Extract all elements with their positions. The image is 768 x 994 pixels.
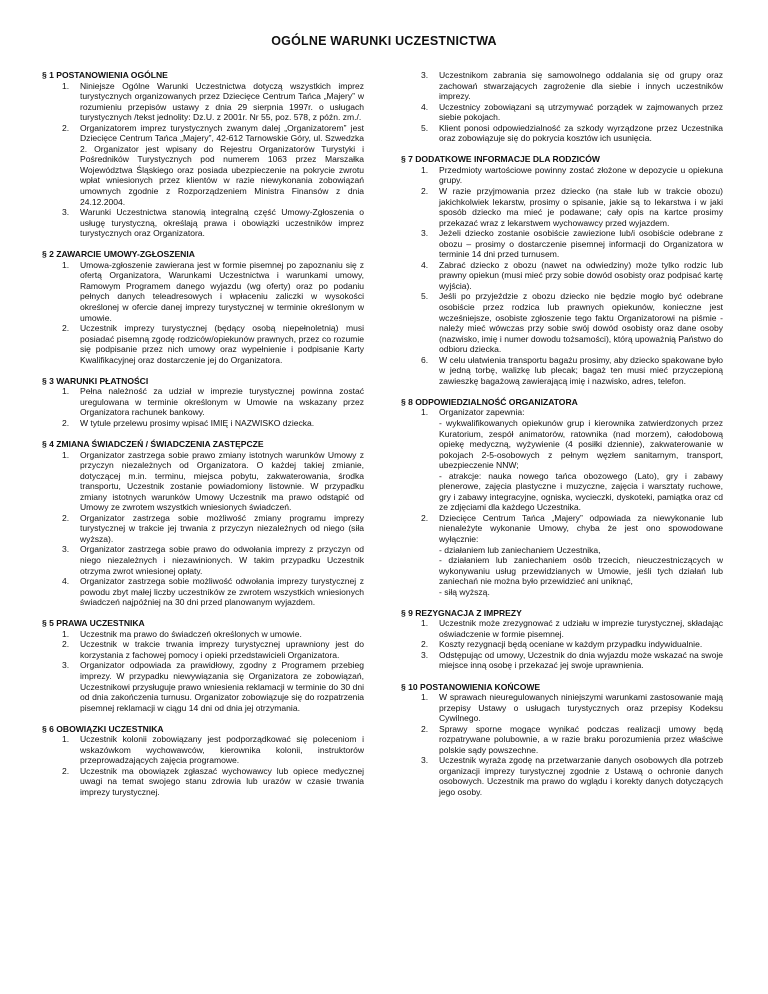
- section: [42, 439, 364, 608]
- item-number: 3.: [62, 660, 70, 671]
- item-number: 2.: [421, 512, 429, 523]
- list-item: [42, 639, 364, 660]
- item-number: 1.: [62, 628, 70, 639]
- item-number: 1.: [421, 618, 429, 629]
- section-heading: § 5 PRAWA UCZESTNIKA: [42, 618, 145, 629]
- item-number: 3.: [62, 544, 70, 555]
- section-heading: § 8 ODPOWIEDZIALNOŚĆ ORGANIZATORA: [401, 396, 578, 407]
- section-items: [401, 70, 723, 144]
- list-item: [401, 355, 723, 387]
- item-number: 2.: [421, 185, 429, 196]
- list-item: [42, 450, 364, 513]
- section-items: [42, 386, 364, 428]
- item-number: 2.: [421, 639, 429, 650]
- item-number: 1.: [62, 259, 70, 270]
- list-item: [42, 386, 364, 418]
- item-text: Dziecięce Centrum Tańca „Majery” odpowiada za niewykonanie lub nienależyte wykonanie Umowy, chyba że jest ono spowodowane wyłącznie: - działaniem lub zaniechaniem Uczestnika, - działaniem lub zaniechaniem osób trzecich, nieuczestniczących w wykonywaniu usług przewidzianych w Umowie, jeśli tych działań lub zaniechań nie można było przewidzieć ani uniknąć, - siłą wyższą.: [439, 512, 723, 597]
- item-number: 3.: [421, 228, 429, 239]
- list-item: [401, 123, 723, 144]
- item-text: Odstępując od umowy, Uczestnik do dnia wyjazdu może wskazać na swoje miejsce inną osobę i przekazać jej swoje uprawnienia.: [439, 649, 723, 671]
- section-heading: § 1 POSTANOWIENIA OGÓLNE: [42, 70, 168, 80]
- item-number: 2.: [62, 765, 70, 776]
- list-item: [401, 165, 723, 186]
- item-text: Jeżeli dziecko zostanie osobiście zawiezione lub/i osobiście odebrane z obozu – prosimy o dostarczenie pisemnej informacji do Organizatora w terminie 14 dni przed turnusem.: [439, 228, 723, 260]
- item-number: 6.: [421, 354, 429, 365]
- section: [42, 618, 364, 713]
- section-items: [401, 165, 723, 386]
- section-heading: § 7 DODATKOWE INFORMACJE DLA RODZICÓW: [401, 154, 600, 165]
- item-number: 2.: [62, 512, 70, 523]
- list-item: [42, 323, 364, 365]
- item-text: Sprawy sporne mogące wynikać podczas realizacji umowy będą rozpatrywane polubownie, a w razie braku porozumienia przez właściwe polskie sądy powszechne.: [439, 723, 723, 755]
- item-text: Organizatorem imprez turystycznych zwanym dalej „Organizatorem” jest Dziecięce Centrum Tańca „Majery”, 42-612 Tarnowskie Góry, ul. Szwedzka 2. Organizator jest wpisany do Rejestru Organizatorów Turystyki i Pośredników Turystycznych pod numerem 1063 przez Marszałka Województwa Śląskiego oraz posiada ubezpieczenie na pokrycie zwrotu wpłat wniesionych przez klientów w razie niewykonania zobowiązań umownych zgodnie z Rozporządzeniem Ministra Finansów z dnia 24.12.2004.: [80, 122, 364, 207]
- item-number: 1.: [421, 164, 429, 175]
- list-item: [401, 618, 723, 639]
- section: [42, 70, 364, 239]
- section-heading: § 6 OBOWIĄZKI UCZESTNIKA: [42, 723, 164, 734]
- list-item: [401, 513, 723, 597]
- section-items: [401, 618, 723, 671]
- section-items: [42, 450, 364, 608]
- item-text: W sprawach nieuregulowanych niniejszymi warunkami zastosowanie mają przepisy Ustawy o usługach turystycznych oraz przepisy Kodeksu Cywilnego.: [439, 692, 723, 724]
- item-text: W celu ułatwienia transportu bagażu prosimy, aby dziecko spakowane było w jedną torbę, walizkę lub plecak; bagaż ten musi mieć przyczepioną zawieszkę bagażową zawierającą imię i nazwisko, adres, telefon.: [439, 354, 723, 386]
- item-number: 1.: [62, 386, 70, 397]
- item-text: Uczestnik w trakcie trwania imprezy turystycznej uprawniony jest do korzystania z fachowej pomocy i opieki przedstawicieli Organizatora.: [80, 639, 364, 660]
- item-number: 2.: [62, 417, 70, 428]
- item-number: 4.: [421, 259, 429, 270]
- section-items: [401, 407, 723, 597]
- item-text: Koszty rezygnacji będą oceniane w każdym przypadku indywidualnie.: [439, 639, 703, 650]
- section-heading: § 9 REZYGNACJA Z IMPREZY: [401, 607, 522, 618]
- list-item: [401, 102, 723, 123]
- list-item: [42, 544, 364, 576]
- section: [42, 376, 364, 429]
- item-text: Uczestnik wyraża zgodę na przetwarzanie danych osobowych dla potrzeb organizacji imprezy turystycznej zgodnie z Ustawą o ochronie danych osobowych. Uczestnik ma prawo do wglądu i korekty danych dotyczących jego osoby.: [439, 755, 723, 797]
- section-items: [42, 734, 364, 797]
- item-number: 2.: [421, 723, 429, 734]
- item-text: Uczestnikom zabrania się samowolnego oddalania się od grupy oraz zachowań stwarzających zagrożenie dla siebie i innych uczestników imprezy.: [439, 70, 723, 102]
- item-text: Organizator zastrzega sobie prawo do odwołania imprezy z przyczyn od niego niezależnych i niezawinionych. W takim przypadku Uczestnik otrzyma zwrot wniesionej opłaty.: [80, 544, 364, 576]
- item-number: 2.: [62, 639, 70, 650]
- item-number: 1.: [62, 449, 70, 460]
- item-text: Umowa-zgłoszenie zawierana jest w formie pisemnej po zapoznaniu się z ofertą Organizatora, Warunkami Uczestnictwa i warunkami umowy, Ramowym Programem danego wyjazdu (wg oferty) oraz po podaniu pełnych danych teleadresowych i wpłaceniu zaliczki w wysokości określonej w ofercie danej imprezy turystycznej w terminie określonym w umowie.: [80, 259, 364, 323]
- item-number: 5.: [421, 291, 429, 302]
- item-number: 1.: [62, 734, 70, 745]
- section-heading: § 4 ZMIANA ŚWIADCZEŃ / ŚWIADCZENIA ZASTĘPCZE: [42, 439, 264, 449]
- item-text: W razie przyjmowania przez dziecko (na stałe lub w trakcie obozu) jakichkolwiek lekarstw, prosimy o spisanie, jakie są to lekarstwa i w jaki sposób dziecko ma mieć je podawane; cały opis na kartce prosimy przekazać wraz z lekarstwem wychowawcy przed wyjazdem.: [439, 185, 723, 228]
- section-heading: § 10 POSTANOWIENIA KOŃCOWE: [401, 681, 541, 692]
- section: [401, 154, 723, 386]
- section: [401, 70, 723, 144]
- list-item: [401, 724, 723, 756]
- item-text: Niniejsze Ogólne Warunki Uczestnictwa dotyczą wszystkich imprez turystycznych organizowanych przez Dziecięce Centrum Tańca „Majery” w rozumieniu przepisów ustawy z dnia 29 sierpnia 1997r. o usługach turystycznych /tekst jednolity: Dz.U. z 2001r. Nr 55, poz. 578, z późn. zm./.: [80, 80, 364, 123]
- section: [401, 608, 723, 671]
- item-number: 2.: [62, 122, 70, 133]
- section-items: [42, 260, 364, 365]
- item-number: 2.: [62, 323, 70, 334]
- list-item: [42, 734, 364, 766]
- item-text: Jeśli po przyjeździe z obozu dziecko nie będzie mogło być odebrane osobiście przez rodzica lub prawnych opiekunów, konieczne jest wcześniejsze, osobiste zgłoszenie tego faktu Organizatorowi na piśmie - należy mieć wówczas przy sobie swój dowód osobisty oraz dane osoby (nazwisko, imię i numer dowodu tożsamości), którą upoważnią Państwo do odbioru dziecka.: [439, 291, 723, 355]
- list-item: [42, 418, 364, 429]
- section: [42, 249, 364, 365]
- item-text: Pełna należność za udział w imprezie turystycznej powinna zostać uregulowana w terminie określonym w Umowie na wskazany przez Organizatora rachunek bankowy.: [80, 386, 364, 418]
- section: [401, 397, 723, 597]
- item-number: 4.: [62, 576, 70, 587]
- section: [42, 724, 364, 798]
- list-item: [401, 186, 723, 228]
- list-item: [401, 755, 723, 797]
- item-text: Uczestnik ma prawo do świadczeń określonych w umowie.: [80, 628, 302, 639]
- document-title: OGÓLNE WARUNKI UCZESTNICTWA: [271, 34, 497, 48]
- item-text: Przedmioty wartościowe powinny zostać złożone w depozycie u opiekuna grupy.: [439, 164, 723, 186]
- list-item: [42, 513, 364, 545]
- item-text: Organizator odpowiada za prawidłowy, zgodny z Programem przebieg imprezy. W przypadku niewywiązania się Organizatora ze zobowiązań, Uczestnikowi przysługuje prawo wniesienia reklamacji w terminie do 30 dni od dnia zakończenia turnusu. Organizator zobowiązuje się do rozpatrzenia pisemnej reklamacji w ciągu 14 dni od dnia jej otrzymania.: [80, 660, 364, 713]
- item-number: 3.: [62, 207, 70, 218]
- list-item: [42, 629, 364, 640]
- item-text: Uczestnik kolonii zobowiązany jest podporządkować się poleceniom i wskazówkom wychowawców, kierownika kolonii, instruktorów przeprowadzających zajęcia programowe.: [80, 734, 364, 766]
- item-number: 3.: [421, 70, 429, 80]
- list-item: [401, 228, 723, 260]
- item-number: 1.: [62, 80, 70, 91]
- list-item: [401, 692, 723, 724]
- list-item: [401, 407, 723, 512]
- list-item: [401, 70, 723, 102]
- list-item: [401, 291, 723, 354]
- item-text: Uczestnik ma obowiązek zgłaszać wychowawcy lub opiece medycznej uwagi na temat swojego stanu zdrowia lub urazów w czasie trwania imprezy turystycznej.: [80, 765, 364, 797]
- item-number: 5.: [421, 122, 429, 133]
- section-heading: § 3 WARUNKI PŁATNOŚCI: [42, 375, 149, 386]
- right-column: [401, 70, 723, 808]
- item-text: Uczestnicy zobowiązani są utrzymywać porządek w zajmowanych przez siebie pokojach.: [439, 101, 723, 123]
- list-item: [401, 639, 723, 650]
- item-text: Uczestnik imprezy turystycznej (będący osobą niepełnoletnią) musi posiadać pisemną zgodę rodziców/opiekunów prawnych, przez co rozumie się podpisanie przez nich umowy oraz wypełnienie i podpisanie Karty Kwalifikacyjnej oraz dostarczenie jej do Organizatora.: [80, 323, 364, 365]
- item-number: 3.: [421, 755, 429, 766]
- list-item: [42, 260, 364, 323]
- item-text: Organizator zapewnia: - wykwalifikowanych opiekunów grup i kierownika zatwierdzonych przez Kuratorium, zespół animatorów, ratownika (nad morzem), całodobową opiekę medyczną, wyżywienie (4 posiłki dziennie), zakwaterowanie w pokojach 2-5-osobowych z pełnym węzłem sanitarnym, transport, ubezpieczenie NNW; - atrakcje: nauka nowego tańca obozowego (Lato), gry i zabawy plenerowe, zajęcia plastyczne i muzyczne, zajęcia i warsztaty ruchowe, gry i zabawy integracyjne, ogniska, wycieczki, dyskoteki, pamiątka oraz cd ze zdjęciami dla każdego Uczestnika.: [439, 407, 723, 513]
- section-items: [42, 629, 364, 713]
- list-item: [42, 766, 364, 798]
- list-item: [401, 260, 723, 292]
- list-item: [42, 660, 364, 713]
- item-number: 1.: [421, 692, 429, 703]
- section-items: [401, 692, 723, 797]
- left-column: [42, 70, 364, 808]
- item-number: 1.: [421, 407, 429, 418]
- item-number: 3.: [421, 649, 429, 660]
- section-heading: § 2 ZAWARCIE UMOWY-ZGŁOSZENIA: [42, 249, 195, 260]
- item-text: Uczestnik może zrezygnować z udziału w imprezie turystycznej, składając oświadczenie w formie pisemnej.: [439, 618, 723, 639]
- list-item: [42, 207, 364, 239]
- item-text: Klient ponosi odpowiedzialność za szkody wyrządzone przez Uczestnika oraz zobowiązuje się do pokrycia kosztów ich usunięcia.: [439, 122, 723, 144]
- item-text: Organizator zastrzega sobie prawo zmiany istotnych warunków Umowy z przyczyn niezależnych od Organizatora. O każdej takiej zmianie, dotyczącej m.in. terminu, miejsca pobytu, zakwaterowania, środka transportu, Uczestnik zostanie powiadomiony listownie. W przypadku zmiany istotnych warunków Umowy Uczestnik ma prawo odstąpić od Umowy ze zwrotem wszystkich wniesionych świadczeń.: [80, 449, 364, 513]
- list-item: [401, 650, 723, 671]
- item-number: 4.: [421, 101, 429, 112]
- item-text: Organizator zastrzega sobie możliwość zmiany programu imprezy turystycznej w trakcie jej trwania z przyczyn niezależnych od niego (siła wyższa).: [80, 512, 364, 544]
- item-text: Warunki Uczestnictwa stanowią integralną część Umowy-Zgłoszenia o usługę turystyczną, określają prawa i obowiązki uczestników imprez turystycznych oraz Organizatora.: [80, 207, 364, 239]
- item-text: Organizator zastrzega sobie możliwość odwołania imprezy turystycznej z powodu zbyt małej liczby uczestników ze zwrotem wszystkich wniesionych świadczeń najpóźniej na 30 dni przed planowanym wyjazdem.: [80, 576, 364, 608]
- item-text: Zabrać dziecko z obozu (nawet na odwiedziny) może tylko rodzic lub prawny opiekun (musi mieć przy sobie dowód osobisty oraz podpisać kartę wyjścia).: [439, 259, 723, 291]
- item-text: W tytule przelewu prosimy wpisać IMIĘ i NAZWISKO dziecka.: [80, 417, 315, 428]
- section-items: [42, 81, 364, 239]
- list-item: [42, 123, 364, 207]
- list-item: [42, 576, 364, 608]
- section: [401, 682, 723, 798]
- list-item: [42, 81, 364, 123]
